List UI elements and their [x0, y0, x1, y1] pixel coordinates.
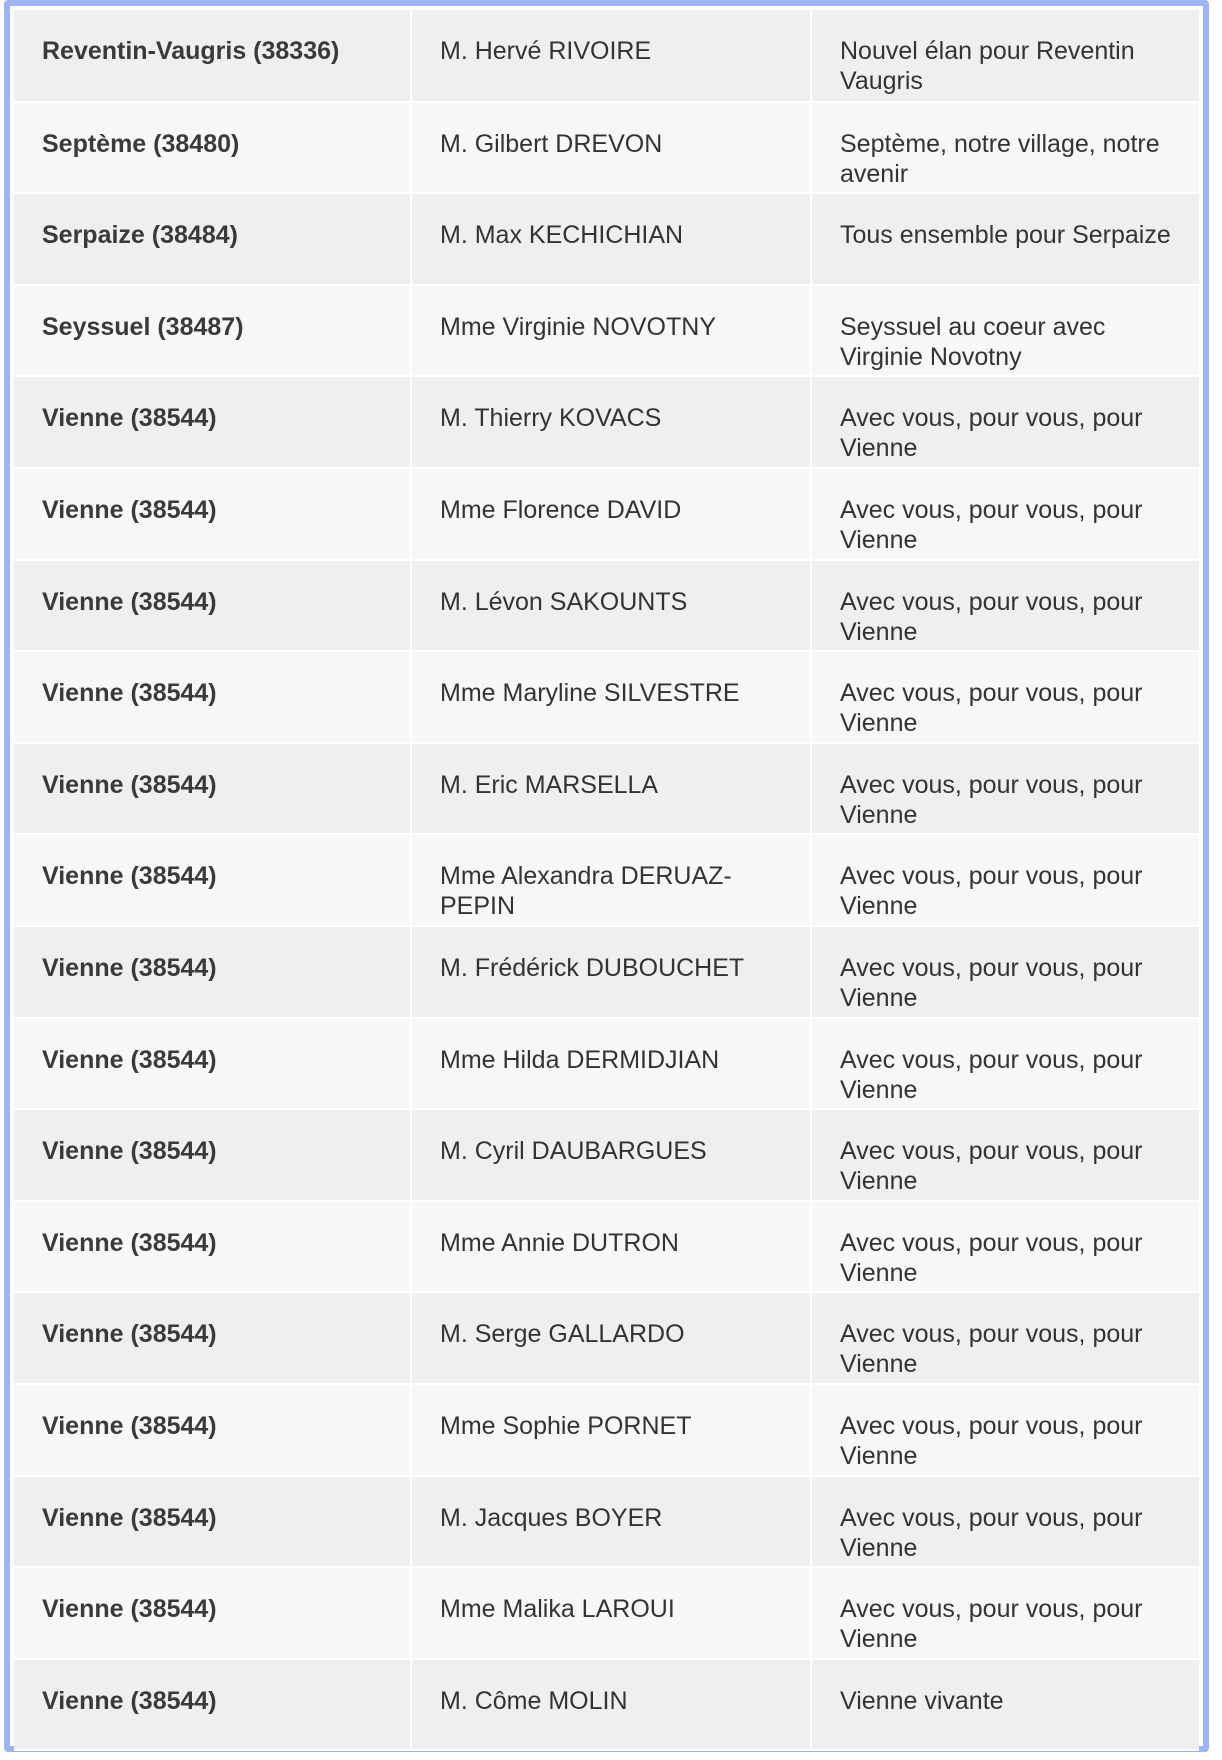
list-name-cell: Avec vous, pour vous, pour Vienne — [811, 651, 1199, 743]
candidate-cell: Mme Virginie NOVOTNY — [411, 285, 811, 377]
commune-cell: Vienne (38544) — [14, 1567, 411, 1659]
commune-cell: Vienne (38544) — [14, 1292, 411, 1384]
list-name-cell: Avec vous, pour vous, pour Vienne — [811, 468, 1199, 560]
candidate-cell: M. Eric MARSELLA — [411, 743, 811, 835]
table-row — [14, 1292, 1199, 1384]
candidate-cell: M. Jacques BOYER — [411, 1476, 811, 1568]
table-row — [14, 468, 1199, 560]
list-name-cell: Tous ensemble pour Serpaize — [811, 193, 1199, 285]
candidate-cell: M. Serge GALLARDO — [411, 1292, 811, 1384]
table-row — [14, 560, 1199, 652]
candidate-cell: M. Cyril DAUBARGUES — [411, 1109, 811, 1201]
candidate-cell: M. Frédérick DUBOUCHET — [411, 926, 811, 1018]
table-row — [14, 1659, 1199, 1751]
list-name-cell: Avec vous, pour vous, pour Vienne — [811, 1292, 1199, 1384]
commune-cell: Vienne (38544) — [14, 1201, 411, 1293]
list-name-cell: Septème, notre village, notre avenir — [811, 102, 1199, 194]
candidate-cell: Mme Maryline SILVESTRE — [411, 651, 811, 743]
candidate-cell: Mme Alexandra DERUAZ-PEPIN — [411, 834, 811, 926]
list-name-cell: Seyssuel au coeur avec Virginie Novotny — [811, 285, 1199, 377]
candidate-cell: M. Max KECHICHIAN — [411, 193, 811, 285]
table-row — [14, 285, 1199, 377]
commune-cell: Vienne (38544) — [14, 376, 411, 468]
candidate-cell: Mme Annie DUTRON — [411, 1201, 811, 1293]
table-row — [14, 1201, 1199, 1293]
table-body — [14, 10, 1199, 1750]
commune-cell: Vienne (38544) — [14, 1109, 411, 1201]
candidate-cell: M. Lévon SAKOUNTS — [411, 560, 811, 652]
list-name-cell: Nouvel élan pour Reventin Vaugris — [811, 10, 1199, 102]
candidates-table — [14, 10, 1199, 1751]
candidate-cell: Mme Hilda DERMIDJIAN — [411, 1018, 811, 1110]
list-name-cell: Avec vous, pour vous, pour Vienne — [811, 1567, 1199, 1659]
commune-cell: Vienne (38544) — [14, 651, 411, 743]
commune-cell: Vienne (38544) — [14, 926, 411, 1018]
list-name-cell: Avec vous, pour vous, pour Vienne — [811, 1384, 1199, 1476]
list-name-cell: Avec vous, pour vous, pour Vienne — [811, 1109, 1199, 1201]
list-name-cell: Avec vous, pour vous, pour Vienne — [811, 1201, 1199, 1293]
commune-cell: Vienne (38544) — [14, 560, 411, 652]
table-row — [14, 1476, 1199, 1568]
table-row — [14, 1109, 1199, 1201]
table-row — [14, 193, 1199, 285]
list-name-cell: Avec vous, pour vous, pour Vienne — [811, 1018, 1199, 1110]
commune-cell: Septème (38480) — [14, 102, 411, 194]
commune-cell: Vienne (38544) — [14, 834, 411, 926]
commune-cell: Vienne (38544) — [14, 1018, 411, 1110]
candidates-table-frame — [4, 0, 1209, 1752]
table-row — [14, 102, 1199, 194]
table-row — [14, 1018, 1199, 1110]
candidate-cell: M. Gilbert DREVON — [411, 102, 811, 194]
list-name-cell: Avec vous, pour vous, pour Vienne — [811, 1476, 1199, 1568]
commune-cell: Serpaize (38484) — [14, 193, 411, 285]
table-row — [14, 10, 1199, 102]
table-row — [14, 834, 1199, 926]
candidate-cell: M. Côme MOLIN — [411, 1659, 811, 1751]
table-row — [14, 376, 1199, 468]
candidate-cell: Mme Florence DAVID — [411, 468, 811, 560]
list-name-cell: Avec vous, pour vous, pour Vienne — [811, 376, 1199, 468]
candidate-cell: M. Hervé RIVOIRE — [411, 10, 811, 102]
list-name-cell: Avec vous, pour vous, pour Vienne — [811, 560, 1199, 652]
commune-cell: Seyssuel (38487) — [14, 285, 411, 377]
commune-cell: Vienne (38544) — [14, 1384, 411, 1476]
list-name-cell: Vienne vivante — [811, 1659, 1199, 1751]
commune-cell: Vienne (38544) — [14, 468, 411, 560]
list-name-cell: Avec vous, pour vous, pour Vienne — [811, 834, 1199, 926]
table-row — [14, 743, 1199, 835]
commune-cell: Reventin-Vaugris (38336) — [14, 10, 411, 102]
table-row — [14, 1384, 1199, 1476]
list-name-cell: Avec vous, pour vous, pour Vienne — [811, 743, 1199, 835]
table-row — [14, 651, 1199, 743]
commune-cell: Vienne (38544) — [14, 1476, 411, 1568]
candidate-cell: Mme Sophie PORNET — [411, 1384, 811, 1476]
table-row — [14, 1567, 1199, 1659]
table-row — [14, 926, 1199, 1018]
commune-cell: Vienne (38544) — [14, 743, 411, 835]
candidate-cell: Mme Malika LAROUI — [411, 1567, 811, 1659]
candidate-cell: M. Thierry KOVACS — [411, 376, 811, 468]
commune-cell: Vienne (38544) — [14, 1659, 411, 1751]
list-name-cell: Avec vous, pour vous, pour Vienne — [811, 926, 1199, 1018]
